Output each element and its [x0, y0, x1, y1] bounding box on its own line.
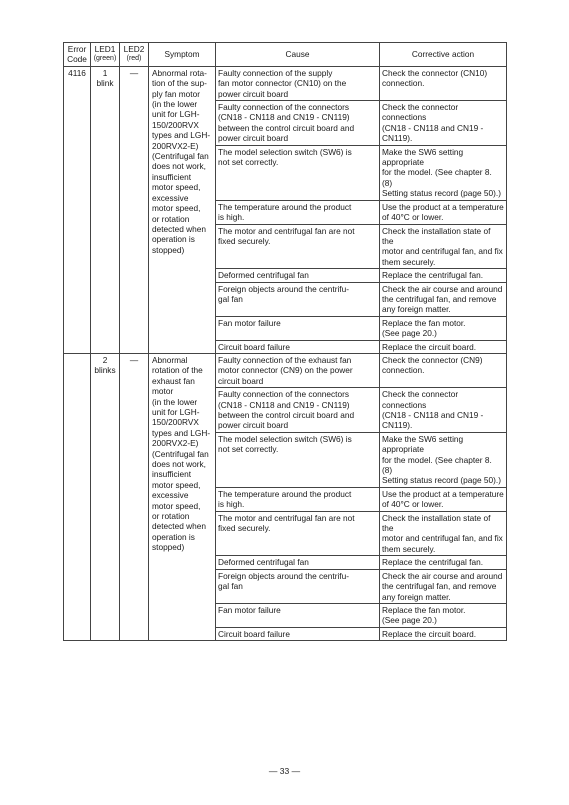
symptom-line: (Centrifugal fan — [152, 151, 209, 162]
cause-line: fixed securely. — [218, 235, 271, 246]
cause-line: not set correctly. — [218, 157, 279, 168]
action-line: any foreign matter. — [382, 591, 451, 602]
symptom-line: operation is — [152, 234, 195, 245]
action-cell — [380, 603, 507, 627]
action-line: them securely. — [382, 256, 436, 267]
cause-line: is high. — [218, 212, 245, 223]
symptom-line: 200RVX2-E) — [152, 140, 199, 151]
cause-cell — [216, 388, 380, 433]
action-cell — [380, 340, 507, 353]
cause-line: gal fan — [218, 581, 243, 592]
error-code-cell — [64, 66, 91, 353]
cause-line: Fan motor failure — [218, 604, 281, 615]
action-line: Check the installation state of the — [382, 512, 491, 534]
action-line: Replace the circuit board. — [382, 341, 477, 352]
action-line: Use the product at a temperature — [382, 201, 504, 212]
header-led2-line1: LED2 — [123, 44, 145, 54]
header-cause: Cause — [216, 43, 380, 67]
action-cell — [380, 432, 507, 487]
symptom-line: or rotation — [152, 213, 190, 224]
cause-cell — [216, 316, 380, 340]
header-action: Corrective action — [380, 43, 507, 67]
table-row — [64, 66, 507, 100]
cause-line: Faulty connection of the connectors — [218, 389, 349, 400]
symptom-line: exhaust fan — [152, 375, 195, 386]
header-led2-line2: (red) — [126, 55, 142, 63]
action-cell — [380, 556, 507, 569]
led1-count: 1 — [102, 67, 108, 78]
symptom-line: does not work, — [152, 459, 206, 470]
led1-count: 2 — [102, 354, 108, 365]
symptom-line: stopped) — [152, 244, 185, 255]
cause-line: The model selection switch (SW6) is — [218, 433, 352, 444]
action-cell — [380, 627, 507, 640]
action-line: Use the product at a temperature — [382, 488, 504, 499]
symptom-line: insufficient — [152, 171, 192, 182]
action-line: (CN18 - CN118 and CN19 - CN119). — [382, 410, 484, 431]
symptom-line: unit for LGH- — [152, 407, 200, 417]
error-code-table — [63, 42, 507, 641]
cause-line: The motor and centrifugal fan are not — [218, 225, 355, 236]
cause-line: Foreign objects around the centrifu- — [218, 283, 349, 294]
symptom-line: types and LGH- — [152, 427, 211, 438]
cause-cell — [216, 511, 380, 556]
cause-cell — [216, 145, 380, 200]
action-line: (See page 20.) — [382, 615, 437, 626]
cause-line: The model selection switch (SW6) is — [218, 146, 352, 157]
cause-line: not set correctly. — [218, 444, 279, 455]
header-led2 — [120, 43, 149, 67]
cause-cell — [216, 66, 380, 100]
cause-cell — [216, 340, 380, 353]
table-body — [64, 66, 507, 640]
action-line: the centrifugal fan, and remove — [382, 581, 497, 592]
cause-line: between the control circuit board and — [218, 122, 355, 133]
action-line: of 40°C or lower. — [382, 212, 444, 223]
action-line: connection. — [382, 365, 425, 376]
symptom-line: insufficient — [152, 469, 192, 480]
cause-line: (CN18 - CN118 and CN19 - CN119) — [218, 399, 350, 410]
action-line: any foreign matter. — [382, 304, 451, 315]
symptom-line: Abnormal rota- — [152, 67, 207, 78]
cause-line: (CN18 - CN118 and CN19 - CN119) — [218, 112, 350, 123]
cause-cell — [216, 627, 380, 640]
cause-line: Deformed centrifugal fan — [218, 557, 309, 568]
cause-cell — [216, 487, 380, 511]
action-line: Check the connector (CN9) — [382, 354, 483, 365]
header-led1-line2: (green) — [93, 55, 117, 63]
symptom-line: motor speed, — [152, 203, 201, 214]
cause-line: is high. — [218, 499, 245, 510]
cause-line: The motor and centrifugal fan are not — [218, 512, 355, 523]
symptom-line: operation is — [152, 531, 195, 542]
action-line: Check the connector connections — [382, 389, 459, 410]
cause-line: gal fan — [218, 293, 243, 304]
symptom-line: excessive — [152, 490, 189, 501]
cause-line: fan motor connector (CN10) on the — [218, 78, 347, 89]
cause-cell — [216, 224, 380, 269]
action-line: Setting status record (page 50).) — [382, 188, 501, 199]
table-row — [64, 353, 507, 387]
action-cell — [380, 353, 507, 387]
cause-cell — [216, 269, 380, 282]
action-line: Make the SW6 setting appropriate — [382, 146, 464, 168]
action-line: Setting status record (page 50).) — [382, 475, 501, 486]
symptom-line: or rotation — [152, 511, 190, 522]
action-line: (CN18 - CN118 and CN19 - CN119). — [382, 122, 484, 144]
action-line: for the model. (See chapter 8. (8) — [382, 167, 492, 188]
action-line: Replace the centrifugal fan. — [382, 270, 484, 281]
header-error-code-line2: Code — [67, 54, 87, 65]
action-line: of 40°C or lower. — [382, 499, 444, 510]
symptom-line: motor speed, — [152, 500, 201, 511]
action-line: the centrifugal fan, and remove — [382, 293, 497, 304]
action-line: Check the connector connections — [382, 102, 459, 123]
cause-line: Circuit board failure — [218, 341, 290, 352]
action-line: Check the air course and around — [382, 283, 503, 294]
action-cell — [380, 511, 507, 556]
cause-line: power circuit board — [218, 133, 289, 144]
symptom-line: tion of the sup- — [152, 78, 207, 89]
cause-line: between the control circuit board and — [218, 410, 355, 420]
symptom-line: stopped) — [152, 542, 185, 553]
symptom-line: detected when — [152, 223, 206, 234]
cause-line: Deformed centrifugal fan — [218, 270, 309, 281]
action-cell — [380, 487, 507, 511]
cause-cell — [216, 200, 380, 224]
symptom-line: 200RVX2-E) — [152, 438, 199, 449]
symptom-line: unit for LGH- — [152, 109, 200, 120]
symptom-line: ply fan motor — [152, 88, 200, 99]
led1-cell — [91, 353, 120, 640]
led2-cell — [120, 66, 149, 353]
cause-cell — [216, 432, 380, 487]
cause-line: circuit board — [218, 375, 264, 386]
cause-cell — [216, 569, 380, 603]
action-cell — [380, 101, 507, 146]
symptom-line: detected when — [152, 521, 206, 532]
action-line: Check the connector (CN10) — [382, 67, 488, 78]
action-cell — [380, 388, 507, 433]
symptom-line: 150/200RVX — [152, 119, 199, 130]
action-cell — [380, 200, 507, 224]
action-line: Make the SW6 setting appropriate — [382, 433, 464, 455]
cause-line: Faulty connection of the exhaust fan — [218, 354, 352, 365]
symptom-line: (Centrifugal fan — [152, 448, 209, 459]
cause-line: Circuit board failure — [218, 628, 290, 639]
action-line: them securely. — [382, 543, 436, 554]
cause-line: Foreign objects around the centrifu- — [218, 570, 349, 581]
header-symptom: Symptom — [149, 43, 216, 67]
action-cell — [380, 145, 507, 200]
symptom-line: motor speed, — [152, 182, 201, 193]
action-cell — [380, 316, 507, 340]
cause-line: The temperature around the product — [218, 488, 352, 499]
header-led1 — [91, 43, 120, 67]
header-error-code-line1: Error — [67, 44, 87, 54]
action-cell — [380, 282, 507, 316]
symptom-line: (in the lower — [152, 396, 198, 407]
cause-line: Fan motor failure — [218, 317, 281, 328]
symptom-line: does not work, — [152, 161, 206, 172]
symptom-cell — [149, 66, 216, 353]
table-header-row — [64, 43, 507, 67]
symptom-line: 150/200RVX — [152, 417, 199, 428]
header-error-code — [64, 43, 91, 67]
symptom-line: motor — [152, 386, 174, 397]
led2-value: — — [129, 354, 139, 365]
led1-unit: blink — [96, 78, 114, 89]
symptom-line: Abnormal — [152, 354, 188, 365]
error-code-value: 4116 — [68, 67, 86, 78]
cause-cell — [216, 603, 380, 627]
cause-line: Faulty connection of the connectors — [218, 102, 349, 113]
action-line: connection. — [382, 78, 425, 89]
action-line: Replace the fan motor. — [382, 604, 466, 615]
symptom-line: excessive — [152, 192, 189, 203]
action-line: Replace the circuit board. — [382, 628, 477, 639]
action-line: for the model. (See chapter 8. (8) — [382, 454, 492, 476]
cause-cell — [216, 282, 380, 316]
action-line: Check the air course and around — [382, 570, 503, 581]
cause-line: fixed securely. — [218, 523, 271, 534]
action-line: motor and centrifugal fan, and fix — [382, 533, 503, 544]
symptom-line: (in the lower — [152, 99, 198, 110]
action-cell — [380, 569, 507, 603]
symptom-cell — [149, 353, 216, 640]
cause-line: Faulty connection of the supply — [218, 67, 333, 78]
symptom-line: rotation of the — [152, 365, 203, 376]
action-line: Check the installation state of the — [382, 225, 491, 246]
cause-cell — [216, 556, 380, 569]
action-line: motor and centrifugal fan, and fix — [382, 246, 503, 257]
action-cell — [380, 66, 507, 100]
cause-line: power circuit board — [218, 88, 289, 99]
error-code-cell — [64, 353, 91, 640]
led2-value: — — [129, 67, 139, 78]
cause-cell — [216, 353, 380, 387]
symptom-line: motor speed, — [152, 479, 201, 490]
led2-cell — [120, 353, 149, 640]
action-cell — [380, 269, 507, 282]
led1-unit: blinks — [94, 365, 116, 376]
cause-line: motor connector (CN9) on the power — [218, 365, 353, 376]
cause-line: power circuit board — [218, 420, 289, 431]
cause-cell — [216, 101, 380, 146]
page-number: — 33 — — [268, 766, 301, 776]
cause-line: The temperature around the product — [218, 201, 352, 212]
action-line: (See page 20.) — [382, 328, 437, 339]
action-line: Replace the centrifugal fan. — [382, 557, 484, 568]
led1-cell — [91, 66, 120, 353]
symptom-line: types and LGH- — [152, 130, 211, 141]
action-line: Replace the fan motor. — [382, 317, 466, 328]
action-cell — [380, 224, 507, 269]
header-led1-line1: LED1 — [94, 44, 116, 54]
